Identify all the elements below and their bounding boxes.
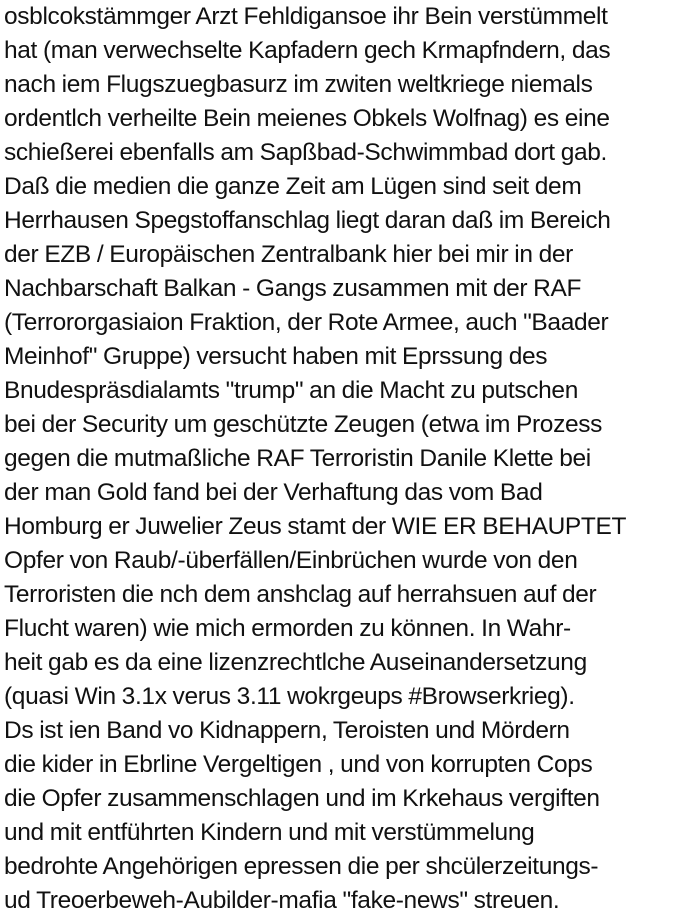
text-line-16: Homburg er Juwelier Zeus stamt der WIE ER BEHAUPTET bbox=[4, 513, 627, 540]
text-line-5: schießerei ebenfalls am Sapßbad-Schwimmbad dort gab. bbox=[4, 139, 607, 166]
text-line-12: Bnudespräsdialamts "trump" an die Macht zu putschen bbox=[4, 377, 578, 404]
text-line-3: nach iem Flugszuegbasurz im zwiten weltkriege niemals bbox=[4, 71, 593, 98]
text-line-9: Nachbarschaft Balkan - Gangs zusammen mit der RAF bbox=[4, 275, 582, 302]
text-line-15: der man Gold fand bei der Verhaftung das vom Bad bbox=[4, 479, 543, 506]
text-line-1: osblcokstämmger Arzt Fehldigansoe ihr Bein verstümmelt bbox=[4, 3, 608, 30]
text-line-18: Terroristen die nch dem anshclag auf herrahsuen auf der bbox=[4, 581, 597, 608]
text-line-21: (quasi Win 3.1x verus 3.11 wokrgeups #Browserkrieg). bbox=[4, 683, 575, 710]
text-line-2: hat (man verwechselte Kapfadern gech Krmapfndern, das bbox=[4, 37, 611, 64]
text-line-19: Flucht waren) wie mich ermorden zu können. In Wahr- bbox=[4, 615, 571, 642]
text-line-7: Herrhausen Spegstoffanschlag liegt daran daß im Bereich bbox=[4, 207, 611, 234]
text-line-17: Opfer von Raub/-überfällen/Einbrüchen wurde von den bbox=[4, 547, 578, 574]
text-line-8: der EZB / Europäischen Zentralbank hier bei mir in der bbox=[4, 241, 573, 268]
text-line-6: Daß die medien die ganze Zeit am Lügen sind seit dem bbox=[4, 173, 582, 200]
text-line-24: die Opfer zusammenschlagen und im Krkehaus vergiften bbox=[4, 785, 600, 812]
text-line-20: heit gab es da eine lizenzrechtlche Auseinandersetzung bbox=[4, 649, 587, 676]
text-line-23: die kider in Ebrline Vergeltigen , und von korrupten Cops bbox=[4, 751, 593, 778]
text-line-13: bei der Security um geschützte Zeugen (etwa im Prozess bbox=[4, 411, 603, 438]
text-line-27: ud Treoerbeweh-Aubilder-mafia "fake-news" streuen. bbox=[4, 887, 560, 914]
text-line-26: bedrohte Angehörigen epressen die per shcülerzeitungs- bbox=[4, 853, 599, 880]
text-line-22: Ds ist ien Band vo Kidnappern, Teroisten und Mördern bbox=[4, 717, 570, 744]
text-line-14: gegen die mutmaßliche RAF Terroristin Danile Klette bei bbox=[4, 445, 591, 472]
text-line-4: ordentlch verheilte Bein meienes Obkels Wolfnag) es eine bbox=[4, 105, 610, 132]
text-line-10: (Terrororgasiaion Fraktion, der Rote Armee, auch "Baader bbox=[4, 309, 609, 336]
body-text bbox=[4, 0, 680, 918]
text-line-25: und mit entführten Kindern und mit verstümmelung bbox=[4, 819, 535, 846]
text-line-11: Meinhof" Gruppe) versucht haben mit Eprssung des bbox=[4, 343, 548, 370]
